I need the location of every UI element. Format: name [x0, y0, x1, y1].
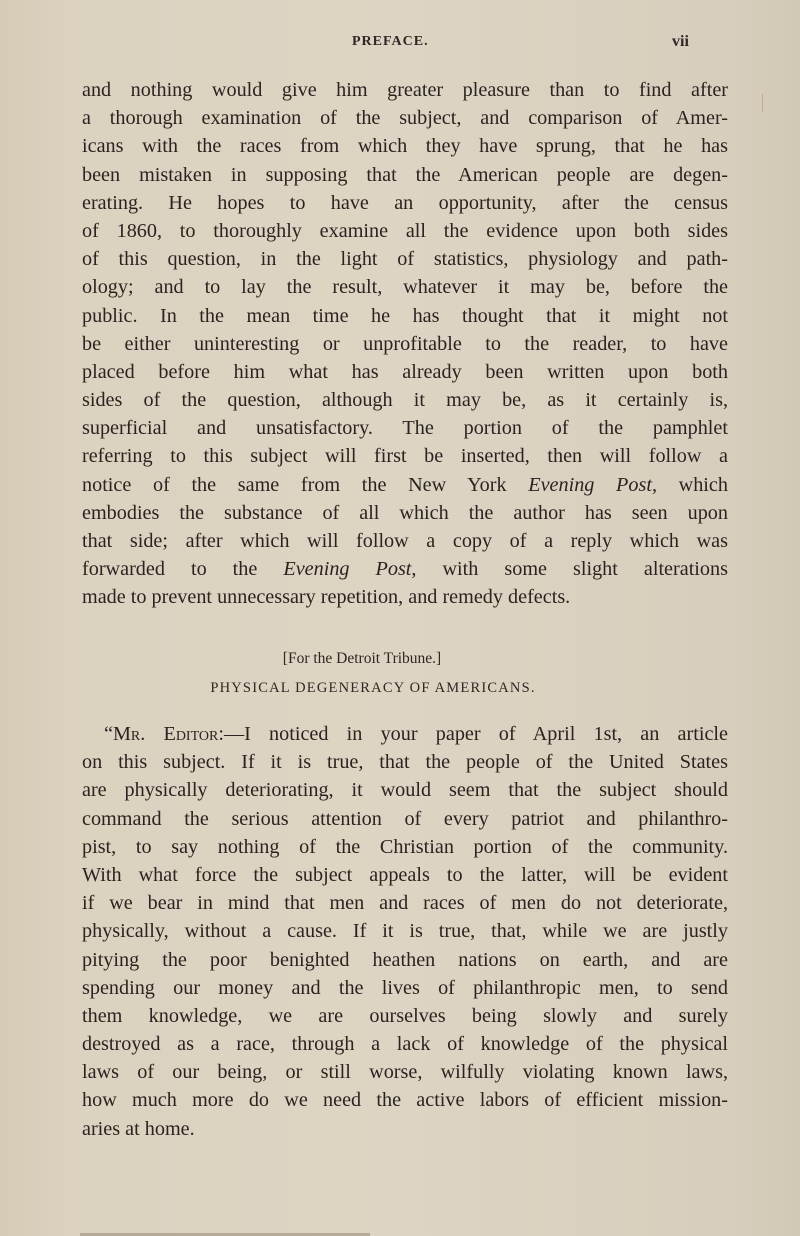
text-segment: :—I noticed in your paper of April 1st, an article: [218, 723, 728, 745]
source-note-text: [For the Detroit Tribune.]: [282, 650, 442, 667]
text-line: that side; after which will follow a copy of a reply which was: [82, 530, 728, 552]
text-line: been mistaken in supposing that the American people are degen-: [82, 163, 728, 186]
text-line: them knowledge, we are ourselves being slowly and surely: [82, 1004, 728, 1027]
text-line: placed before him what has already been written upon both: [82, 360, 728, 383]
text-line: of this question, in the light of statistics, physiology and path-: [82, 248, 728, 271]
text-line: physically, without a cause. If it is true, that, while we are justly: [82, 920, 728, 943]
text-line: sides of the question, although it may be, as it certainly is,: [82, 389, 728, 412]
text-line: are physically deteriorating, it would seem that the subject should: [82, 779, 728, 802]
salutation: “Mr. Editor: [104, 723, 219, 745]
text-line: command the serious attention of every patriot and philanthro-: [82, 807, 728, 830]
letter-opening-line: [82, 720, 728, 748]
text-line: superficial and unsatisfactory. The portion of the pamphlet: [82, 417, 728, 440]
article-title: [0, 680, 800, 697]
text-segment: , which: [651, 473, 728, 496]
text-line: pist, to say nothing of the Christian portion of the community.: [82, 835, 728, 858]
margin-mark: [762, 94, 763, 112]
text-segment: notice of the same from the New York: [82, 473, 529, 496]
text-line: public. In the mean time he has thought that it might not: [82, 304, 728, 327]
text-line: embodies the substance of all which the author has seen upon: [82, 501, 728, 524]
source-note: [0, 650, 800, 668]
text-line: ology; and to lay the result, whatever it may be, before the: [82, 276, 728, 299]
text-line: aries at home.: [82, 1117, 195, 1140]
text-line: erating. He hopes to have an opportunity, after the census: [82, 191, 728, 214]
text-line-with-italic: [82, 471, 728, 499]
newspaper-name: Evening Post: [528, 473, 652, 496]
text-segment: forwarded to the: [82, 558, 284, 581]
text-line: made to prevent unnecessary repetition, and remedy defects.: [82, 586, 571, 609]
text-segment: , with some slight alterations: [411, 558, 728, 581]
text-line: pitying the poor benighted heathen nations on earth, and are: [82, 948, 728, 971]
text-line-with-italic: [82, 555, 728, 583]
text-line: laws of our being, or still worse, wilfully violating known laws,: [82, 1061, 728, 1084]
preface-paragraph: [82, 76, 728, 612]
text-line: and nothing would give him greater pleasure than to find after: [82, 79, 728, 101]
running-title: PREFACE.: [352, 34, 429, 49]
newspaper-name: Evening Post: [283, 558, 412, 581]
text-line: icans with the races from which they have sprung, that he has: [82, 135, 728, 158]
running-head: [0, 34, 800, 54]
text-line: referring to this subject will first be inserted, then will follow a: [82, 445, 728, 468]
text-line: on this subject. If it is true, that the people of the United States: [82, 751, 728, 774]
article-title-text: PHYSICAL DEGENERACY OF AMERICANS.: [210, 680, 536, 696]
text-line: if we bear in mind that men and races of men do not deteriorate,: [82, 892, 728, 915]
text-line: of 1860, to thoroughly examine all the evidence upon both sides: [82, 219, 728, 242]
text-line: spending our money and the lives of philanthropic men, to send: [82, 976, 728, 999]
text-line: how much more do we need the active labors of efficient mission-: [82, 1089, 728, 1112]
text-line: a thorough examination of the subject, and comparison of Amer-: [82, 107, 728, 130]
text-line: be either uninteresting or unprofitable to the reader, to have: [82, 332, 728, 355]
text-line: destroyed as a race, through a lack of knowledge of the physical: [82, 1033, 728, 1056]
letter-paragraph: [82, 720, 728, 1143]
page-number: vii: [672, 33, 689, 50]
text-line: With what force the subject appeals to the latter, will be evident: [82, 863, 728, 886]
